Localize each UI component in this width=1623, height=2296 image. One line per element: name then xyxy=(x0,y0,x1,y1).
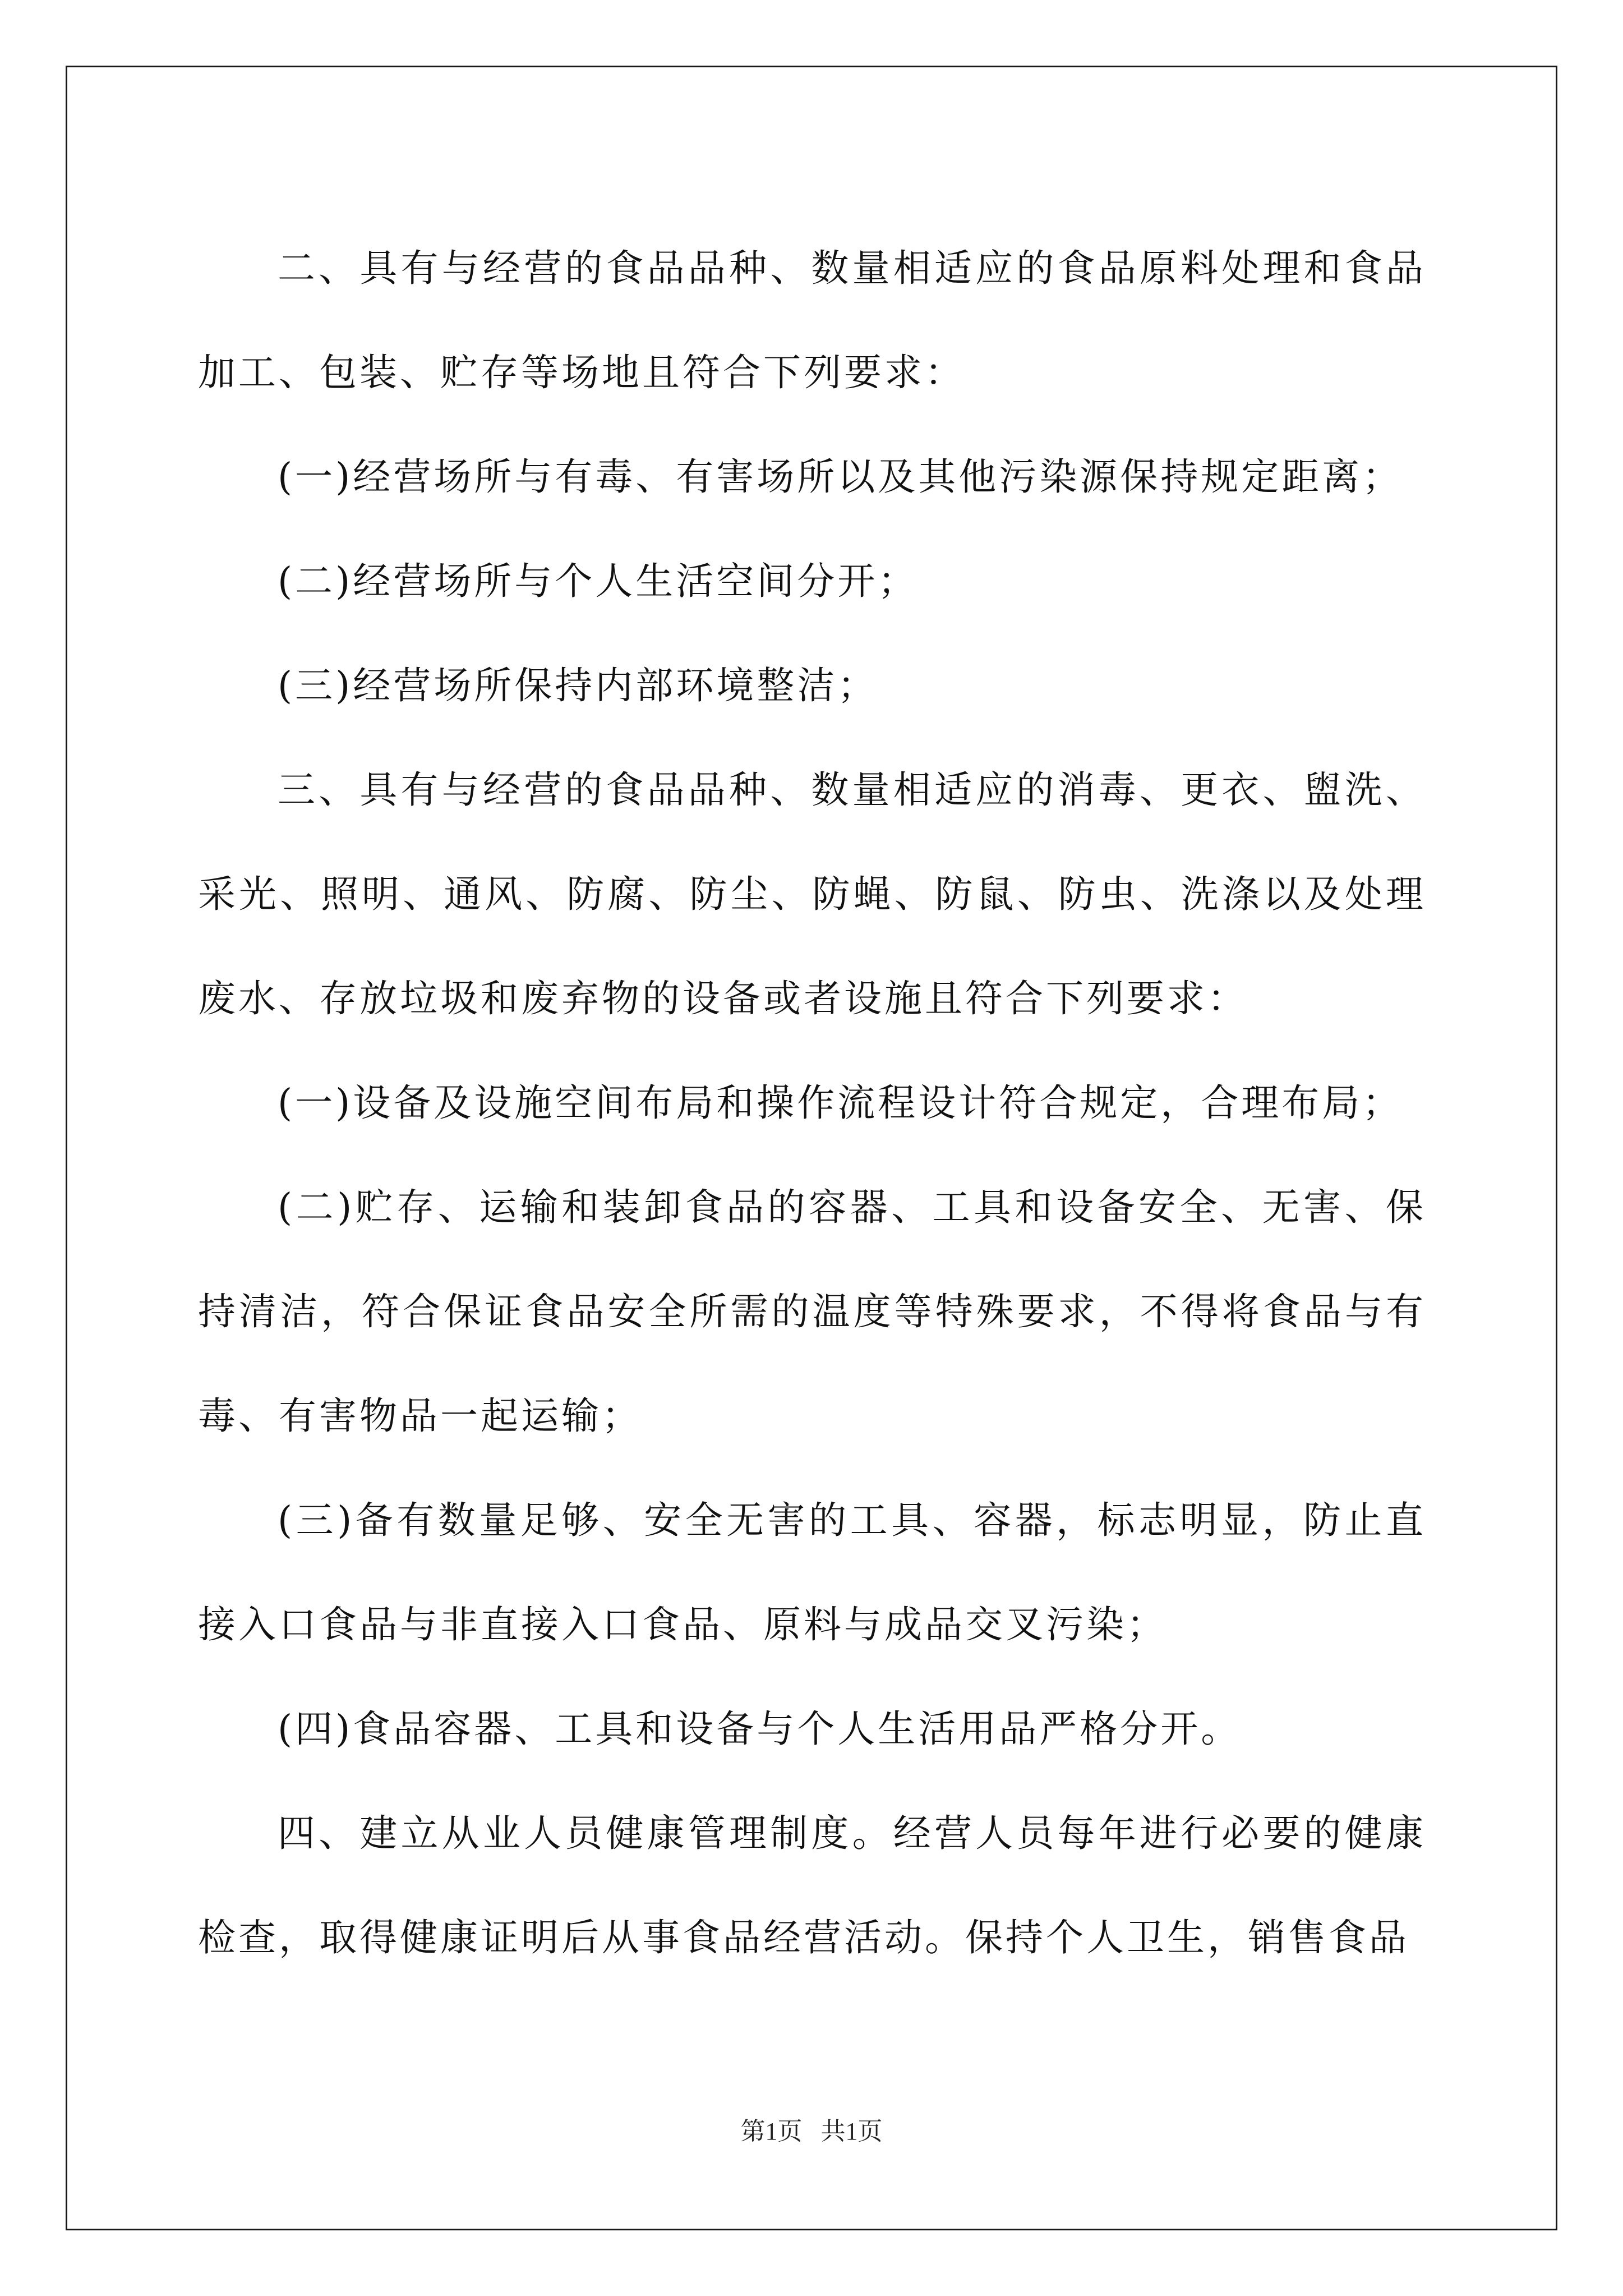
paragraph-item-3-3: (三)备有数量足够、安全无害的工具、容器，标志明显，防止直接入口食品与非直接入口食品、原料与成品交叉污染； xyxy=(198,1498,1426,1646)
paragraph-section-2: 二、具有与经营的食品品种、数量相适应的食品原料处理和食品加工、包装、贮存等场地且符合下列要求： xyxy=(198,246,1426,394)
paragraph-item-3-2: (二)贮存、运输和装卸食品的容器、工具和设备安全、无害、保持清洁，符合保证食品安全所需的温度等特殊要求，不得将食品与有毒、有害物品一起运输； xyxy=(198,1185,1426,1438)
paragraph-section-4: 四、建立从业人员健康管理制度。经营人员每年进行必要的健康检查，取得健康证明后从事食品经营活动。保持个人卫生，销售食品 xyxy=(198,1811,1426,1959)
paragraph-item-2-1: (一)经营场所与有毒、有害场所以及其他污染源保持规定距离； xyxy=(278,455,1403,499)
page-number-footer: 第1页 共1页 xyxy=(740,2118,883,2145)
paragraph-item-3-1: (一)设备及设施空间布局和操作流程设计符合规定，合理布局； xyxy=(278,1081,1403,1125)
paragraph-item-3-4: (四)食品容器、工具和设备与个人生活用品严格分开。 xyxy=(278,1707,1242,1751)
paragraph-section-3: 三、具有与经营的食品品种、数量相适应的消毒、更衣、盥洗、采光、照明、通风、防腐、防尘、防蝇、防鼠、防虫、洗涤以及处理废水、存放垃圾和废弃物的设备或者设施且符合下列要求： xyxy=(198,768,1426,1020)
paragraph-item-2-3: (三)经营场所保持内部环境整洁； xyxy=(278,664,878,707)
paragraph-item-2-2: (二)经营场所与个人生活空间分开； xyxy=(278,559,919,603)
document-body xyxy=(198,216,1426,1990)
